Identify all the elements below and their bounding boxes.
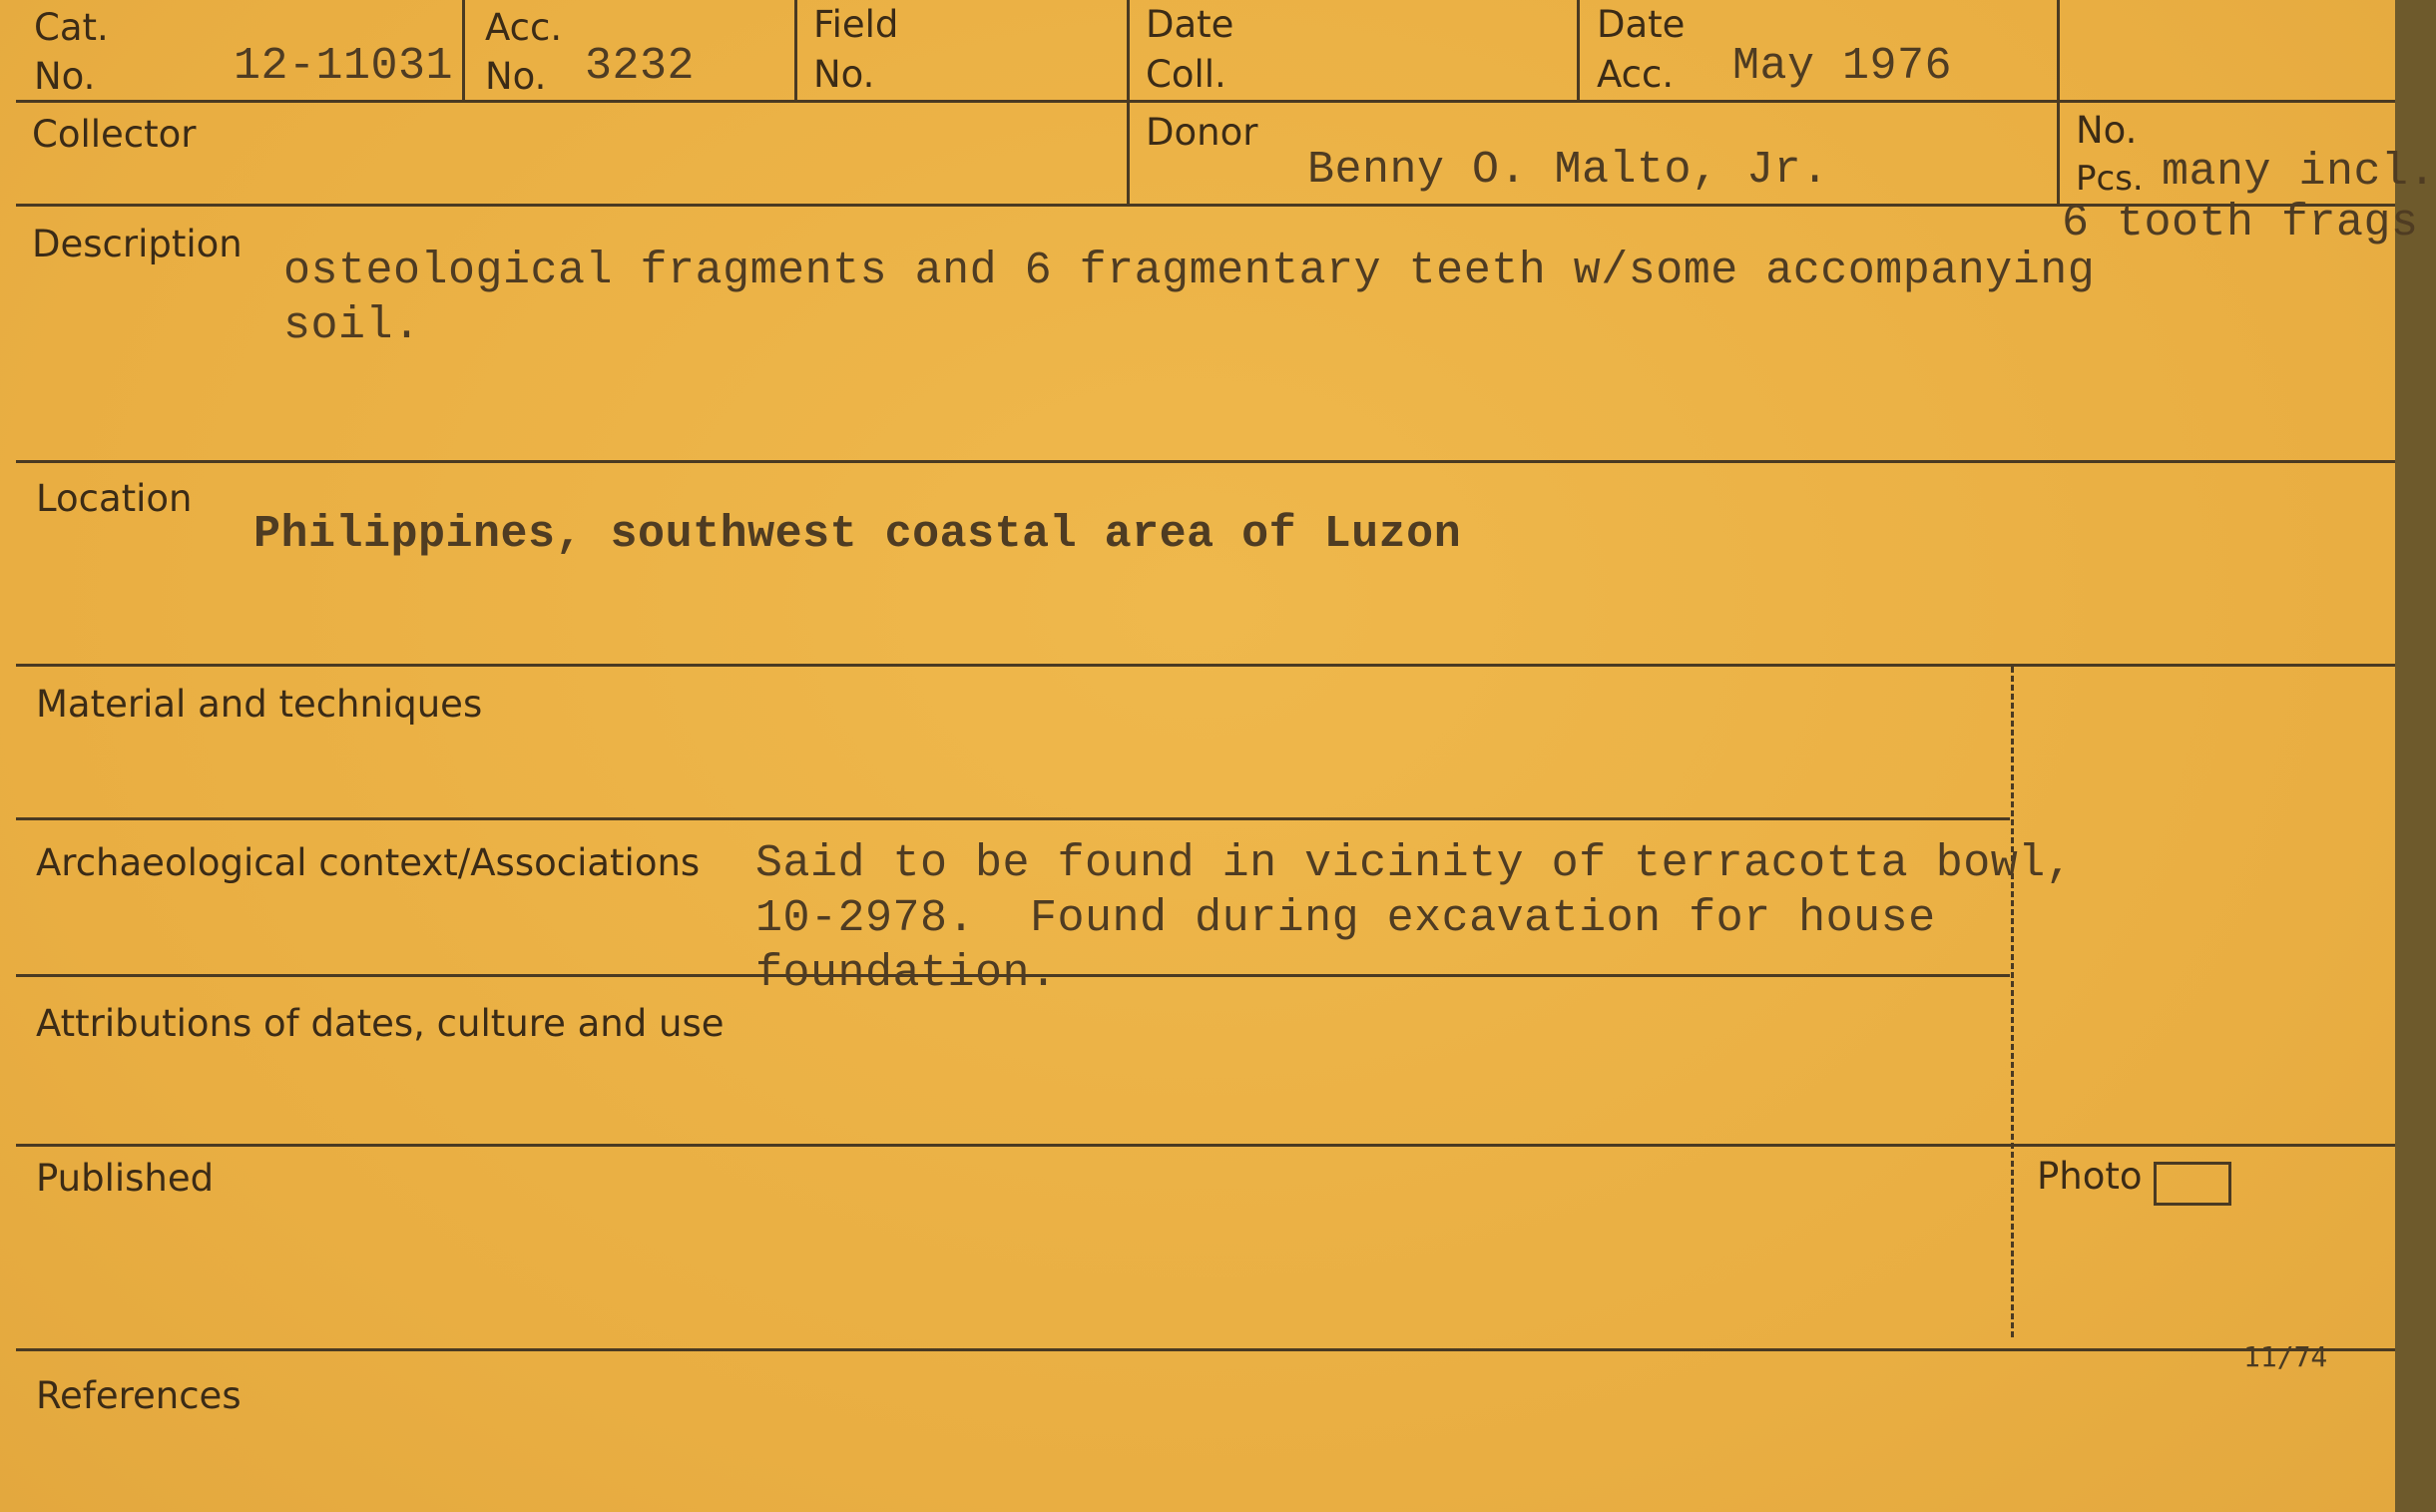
rule-published-bottom — [16, 1348, 2395, 1351]
date-acc-value: May 1976 — [1732, 41, 1953, 92]
rule-v-acc — [794, 0, 797, 101]
rule-v-cat — [462, 0, 465, 101]
description-label: Description — [32, 223, 243, 265]
photo-checkbox[interactable] — [2154, 1162, 2231, 1206]
rule-material-bottom — [16, 817, 2010, 820]
published-label: Published — [36, 1157, 215, 1200]
rule-attributions-bottom — [16, 1144, 2395, 1147]
rule-location-bottom — [16, 664, 2395, 667]
rule-header-bottom — [16, 100, 2395, 103]
field-label-1: Field — [813, 3, 899, 46]
material-label: Material and techniques — [36, 683, 483, 726]
attributions-label: Attributions of dates, culture and use — [36, 1002, 725, 1045]
description-value: osteological fragments and 6 fragmentary teeth w/some accompanying soil. — [283, 246, 2096, 351]
form-code: 11/74 — [2243, 1340, 2328, 1373]
pieces-value-1: many incl. — [2162, 147, 2436, 198]
rule-v-dateacc — [2057, 0, 2060, 205]
collector-label: Collector — [32, 113, 197, 156]
rule-collector-bottom — [16, 204, 2395, 207]
references-label: References — [36, 1374, 242, 1417]
cat-no-value: 12-11031 — [234, 41, 454, 92]
donor-label: Donor — [1146, 111, 1258, 154]
pieces-value-2: 6 tooth frags — [2062, 198, 2419, 249]
archaeological-value: Said to be found in vicinity of terracotta bowl, 10-2978. Found during excavation for house foundation. — [755, 838, 2074, 999]
photo-label: Photo — [2037, 1155, 2143, 1198]
rule-v-field — [1127, 0, 1130, 205]
acc-label-2: No. — [485, 55, 547, 98]
cat-label-2: No. — [34, 55, 96, 98]
date-acc-label-1: Date — [1597, 3, 1686, 46]
archaeological-label: Archaeological context/Associations — [36, 841, 701, 884]
pieces-label-2: Pcs. — [2076, 159, 2144, 199]
pieces-label-1: No. — [2076, 109, 2138, 152]
acc-label-1: Acc. — [485, 6, 563, 49]
date-coll-label-2: Coll. — [1146, 53, 1226, 96]
rule-description-bottom — [16, 460, 2395, 463]
location-value: Philippines, southwest coastal area of Luzon — [253, 509, 1462, 560]
field-label-2: No. — [813, 53, 875, 96]
date-coll-label-1: Date — [1146, 3, 1234, 46]
rule-dashed-side — [2011, 667, 2014, 1337]
rule-v-datecoll — [1577, 0, 1580, 101]
acc-no-value: 3232 — [585, 41, 696, 92]
date-acc-label-2: Acc. — [1597, 53, 1675, 96]
cat-label-1: Cat. — [34, 6, 109, 49]
location-label: Location — [36, 477, 193, 520]
donor-value: Benny O. Malto, Jr. — [1307, 145, 1829, 196]
